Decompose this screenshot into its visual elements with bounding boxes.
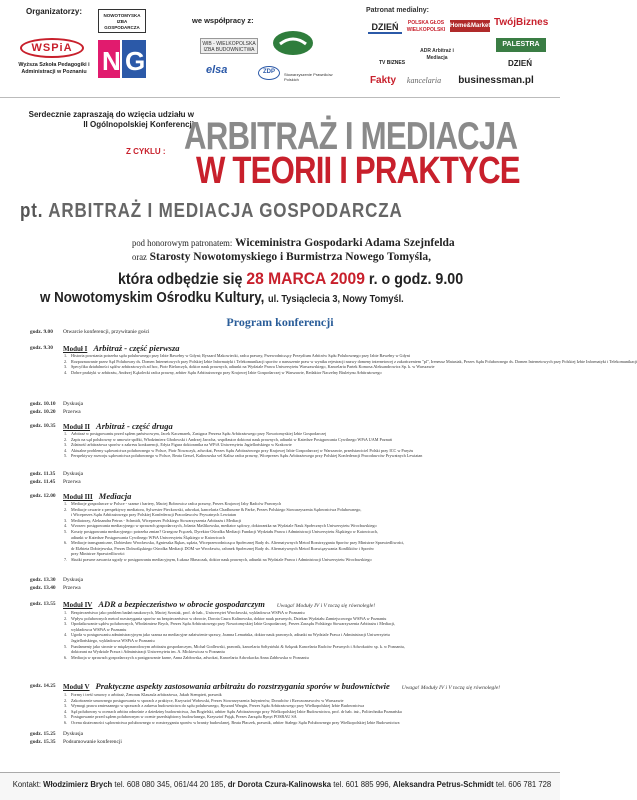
adr-logo: ADR Arbitraż i Mediacja (420, 48, 454, 61)
session-item: 1. Formy i treść umowy o arbitraż, Zenonas Klauzula arbitrażowa, Jakub Stempień, prawnik (64, 692, 222, 697)
event-time: r. o godz. 9.00 (368, 271, 464, 288)
module-4-sessions (64, 610, 529, 660)
parallel-note: Uwaga! Moduły IV i V toczą się równolegle! (401, 685, 501, 691)
session-item: 4. Dobre praktyki w arbitrażu, Andrzej Kąkolecki radca prawny, arbiter Sądu Arbitrażowego przy Krajowej Izbie Gospodarczej w Warszawie, Redaktor Naczelny Biuletynu Arbitrażowego (64, 369, 382, 375)
session-item: 4. Aktualne problemy sądownictwa polubownego w Polsce, Piotr Nowaczyk, adwokat, Prezes Sądu Arbitrażowego przy Krajowej Izbie Gospodarczej w Warszawie, przedstawiciel Polski przy ICC w Paryżu (64, 447, 414, 453)
session-item: 6. Mediacje transgraniczne, Dobiesław Wrocławska, Agnieszka Rękas, sędzia, Wiceprzewodnicząca Społecznej Rady ds. Alternatywnych Metod Rozstrzygania Sporów przy Ministrze Sprawiedliwości, (64, 540, 405, 546)
session-item: 4. Sąd polubowny w ocenach arbitra odnośnie z dziedziny budownictwa, Jan Bogielski, arbiter Sądu Arbitrażowego przy Wielkopolskiej Izbie Budownictwa, prof. dr hab. inż., Politechnika Poznańska (64, 708, 402, 714)
session-item: Jagiellońskiego, wykładowca WSPiA w Poznaniu (71, 637, 155, 643)
contact-2-phone: tel. 601 885 996, (333, 780, 391, 789)
kancelaria-logo: kancelaria (406, 76, 442, 85)
session-item: przy Ministrze Sprawiedliwości (71, 551, 125, 557)
venue: w Nowotomyskim Ośrodku Kultury, (40, 290, 265, 306)
wspia-caption: Wyższa Szkoła Pedagogiki i Administracji w Poznaniu (18, 62, 90, 75)
module-title: Mediacja (98, 491, 132, 501)
media-patronage-label: Patronat medialny: (366, 7, 430, 14)
module-2-sessions (64, 431, 529, 459)
contact-1-name: Włodzimierz Brych (43, 780, 113, 789)
nmg-logo-box: NOWOTOMYSKA IZBA GOSPODARCZA (98, 9, 146, 33)
agenda-text: Dyskusja (63, 471, 84, 477)
session-item: 2. Rozpoznawanie przez Sąd Polubowny ds. Domen Internetowych przy Polskiej Izbie Informatyki i Telekomunikacji sporów o naruszenie praw w wyniku rejestracji nazwy domeny internetowej z zakończeniem "pl", Ireneusz Matusiak, Prezes Sądu Polubownego ds. Domen Internetowych przy Polskiej Izbie Informatyki i Telekomunikacji (64, 358, 637, 364)
spp-logo: Stowarzyszenie Prawników Polskich (284, 72, 333, 82)
agenda-time: godz. 13.40 (30, 585, 56, 591)
event-date: 28 MARCA 2009 (246, 269, 365, 288)
subtitle-text: ARBITRAŻ I MEDIACJA GOSPODARCZA (48, 200, 403, 222)
dzien-logo: DZIEŃ (368, 22, 402, 34)
program-title: Program konferencji (226, 315, 334, 329)
module-title: Arbitraż - część pierwsza (93, 343, 180, 353)
patronage-intro: pod honorowym patronatem: (132, 238, 233, 248)
session-item: 5. Perspektywy rozwoju sądownictwa polubownego w Polsce, Beata Gessel, Kalinowska vel Kalisz radca prawny, Wiceprezes Sądu Arbitrażowego przy Polskiej Konfederacji Pracodawców Prywatnych Lewiatan (64, 453, 423, 459)
tv-biznes-logo: TV BIZNES (378, 60, 406, 66)
agenda-text: Przerwa (63, 585, 81, 591)
module-label: Moduł III (63, 493, 93, 501)
agenda-text: Przerwa (63, 479, 81, 485)
cycle-label: Z CYKLU : (126, 147, 166, 156)
subtitle-prefix: pt. (20, 200, 44, 222)
session-item: 2. Mediacje czwarte z perspektywy mediatora, Sylwester Pieckowski, adwokat, kancelaria Chadbourne & Parke, Prezes Polskiego Stowarzyszenia Sądownictwa Polubownego, (64, 506, 362, 512)
module-title: ADR a bezpieczeństwo w obrocie gospodarczym (98, 599, 265, 609)
agenda-text: Dyskusja (63, 731, 84, 737)
patron-1: Wiceministra Gospodarki Adama Szejnfelda (235, 235, 455, 249)
module-3-sessions (64, 501, 529, 563)
session-item: 2. Zakończenie umownego postępowania w sporach z praktyce, Krzysztof Wołowski, Prezes Stowarzyszenia Inżynierów, Doradców i Rzeczoznawców w Warszawie (64, 697, 344, 703)
session-item: 2. Wpływ polubownych metod rozstrzygania sporów na bezpieczeństwo w obrocie, Dorota Czura Kalinowska, doktor nauk prawnych, Dziekan Wydziału Zamiejscowego WSPiA w Poznaniu (64, 615, 387, 621)
agenda-time: godz. 9.00 (30, 329, 53, 335)
contact-footer (0, 772, 560, 800)
module-label: Moduł IV (63, 601, 93, 609)
session-item: 4. Ugoda w postępowaniu administracyjnym jako szansa na mediacyjne załatwienie sprawy, Joanna Lemańska, doktor nauk prawnych, adiunkt na Wydziale Prawa i Administracji Uniwersytetu (64, 632, 390, 638)
agenda-text: Dyskusja (63, 577, 84, 583)
module-5-sessions (64, 692, 529, 726)
program-agenda (0, 329, 637, 754)
wspia-logo: WSPiA (20, 38, 84, 58)
parallel-note: Uwaga! Moduły IV i V toczą się równolegle! (276, 603, 376, 609)
contact-3-phone: tel. 606 781 728 (495, 780, 552, 789)
session-item: 1. Arbitraż w postępowaniu przed sądem państwowym, Jacek Kaczmarek, Zastępca Prezesa Sądu Arbitrażowego przy Nowotomyskiej Izbie Gospodarczej (64, 431, 327, 436)
businessman-logo: businessman.pl (458, 75, 534, 86)
session-item: 2. Zapis na sąd polubowny w umowie spółki, Włodzimierz Głodowski i Andrzej Jarocha, współautor doktorat nauk prawnych, adiunkt w Katedrze Postępowania Cywilnego WPiA UAM Poznań (64, 436, 392, 442)
conference-subtitle (20, 200, 403, 223)
dzien-logo-2: DZIEŃ (508, 59, 532, 68)
module-label: Moduł V (63, 683, 90, 691)
handshake-logo-icon (272, 30, 314, 56)
session-item: 1. Mediacje gospodarcze w Polsce - szanse i bariery, Maciej Bobrowicz radca prawny, Prezes Krajowej Izby Radców Prawnych (64, 501, 282, 506)
cooperation-label: we współpracy z: (192, 16, 254, 25)
session-item: 5. Fundamenty jako stronie w międzynarodowym arbitrażu gospodarczym, Michał Godlewski, prawnik, kancelaria Sołtysiński & Szlęzak Kancelaria Radców Prawnych i Adwokatów sp. k. w Poznaniu, (64, 643, 405, 649)
session-item: 4. Wzorzec postępowania mediacyjnego w sprawach gospodarczych, Jolanta Maślikowska, mediator sądowy, doktorantka na Wydziale Nauk Społecznych Uniwersytetu Wrocławskiego (64, 523, 377, 529)
fakty-logo: Fakty (369, 75, 397, 86)
agenda-time: godz. 13.55 (30, 601, 56, 607)
poster-header (0, 0, 560, 98)
session-item: 3. Wymogi prawa zmieszanego w sprawach z zakresu budownictwa do sądu polubownego, Ryszard Wargin, Prezes Sądu Arbitrażowego przy Wielkopolskiej Izbie Budownictwa (64, 703, 365, 709)
session-item: 5. Postępowanie przed sądem polubownym w ocenie przedsiębiorcy budowlanego, Krzysztof Pająk, Prezes Zarządu Rynyt POSBAU SA (64, 714, 297, 720)
wib-logo: WIB - WIELKOPOLSKA IZBA BUDOWNICTWA (200, 38, 258, 54)
contact-label: Kontakt: (12, 780, 42, 789)
venue-address: ul. Tysiąclecia 3, Nowy Tomyśl. (268, 294, 404, 305)
session-item: 1. Bezpieczeństwo jako problem badań naukowych, Maciej Szostak, prof. dr hab., Uniwersytet Wrocławski, wykładowca WSPiA w Poznaniu (64, 610, 305, 615)
module-title: Arbitraż - część druga (96, 421, 173, 431)
contact-2-name: dr Dorota Czura-Kalinowska (227, 780, 332, 789)
agenda-time: godz. 11.45 (30, 479, 56, 485)
session-item: 5. Koszty postępowania mediacyjnego: potrzeba zmian? Grzegorz Frączek, Dyrektor Ośrodka Mediacji Fundacji Wydziału Prawa i Administracji Uniwersytetu Śląskiego w Katowicach, (64, 528, 378, 534)
glos-logo: POLSKA GŁOS WIELKOPOLSKI (406, 20, 446, 33)
honorary-patronage (132, 236, 535, 264)
contact-3-name: Aleksandra Petrus-Schmidt (392, 780, 494, 789)
event-date-line (118, 269, 463, 289)
svg-text:G: G (125, 46, 146, 76)
patronage-and: oraz (132, 252, 147, 262)
agenda-text: Podsumowanie konferencji (63, 739, 122, 745)
agenda-text: Otwarcie konferencji, przywitanie gości (63, 329, 150, 335)
event-prefix: która odbędzie się (118, 271, 243, 288)
session-item: wykładowca WSPiA w Poznaniu (71, 626, 127, 632)
twoj-biznes-logo: TwójBiznes (494, 17, 549, 28)
session-item: 1. Historia powstania potrzeba sądu polubownego przy Izbie Bawełny w Gdyni; Ryszard Makowiecki, radca prawny, Przewodniczący Prezydium Arbitrów Sądu Polubownego przy Izbie Bawełny w Gdyni (64, 353, 411, 358)
session-item: 3. Specyfika działalności sądów arbitrażowych ad hoc, Piotr Bielarczyk, doktor nauk prawnych, adiunkt na Wydziale Prawa Uniwersytetu Warszawskiego, Kancelaria Partek Komosa Aleksandrowicz Sp. k. w Warszawie (64, 364, 435, 370)
contact-line (12, 780, 552, 789)
agenda-time: godz. 10.20 (30, 409, 56, 415)
svg-text:N: N (102, 46, 121, 76)
agenda-time: godz. 10.35 (30, 423, 56, 429)
agenda-time: godz. 13.30 (30, 577, 56, 583)
session-item: dr Elżbieta Dobiejewska, Prezes Dolnośląskiego Ośrodka Mediacji DOM we Wrocławiu, członek Społecznej Rady ds. Alternatywnych Metod Rozwiązywania Konfliktów i Sporów (71, 545, 375, 551)
patron-2: Starosty Nowotomyskiego i Burmistrza Nowego Tomyśla, (149, 249, 432, 263)
agenda-time: godz. 14.25 (30, 683, 56, 689)
title-line-2: W TEORII I PRAKTYCE (196, 150, 520, 192)
elsa-logo: elsa (206, 64, 228, 76)
session-item: 6. Ocena skuteczności sądownictwa polubownego w rozstrzyganiu sporów w branży budowlanej, Beata Płaczek, prawnik, arbiter Stałego Sądu Polubownego przy Wielkopolskiej Izbie Budownictwa (64, 719, 400, 725)
session-item: 3. Opodatkowanie sądów polubownych, Włodzimierz Brych, Prezes Sądu Arbitrażowego przy Nowotomyskiej Izbie Gospodarczej, Prezes Zarządu Polskiego Stowarzyszenia Arbitrażu i Mediacji, (64, 621, 396, 627)
agenda-time: godz. 12.00 (30, 493, 56, 499)
agenda-time: godz. 15.35 (30, 739, 56, 745)
module-1-sessions (64, 353, 637, 375)
session-item: doktorant na Wydziale Prawa i Administracji Uniwersytetu im. A. Mickiewicza w Poznaniu (71, 649, 225, 655)
module-label: Moduł I (63, 345, 88, 353)
agenda-time: godz. 15.25 (30, 731, 56, 737)
session-item: 3. Zdatność arbitrażowa sporów z zakresu konkurencji, Edyta Figura doktorantka na WPiA Uniwersytetu Jagiellońskiego w Krakowie (64, 442, 292, 448)
organizers-label: Organizatorzy: (26, 7, 83, 16)
agenda-text: Dyskusja (63, 401, 84, 407)
agenda-text: Przerwa (63, 409, 81, 415)
title-line-1: ARBITRAŻ I MEDIACJA (184, 115, 518, 158)
agenda-time: godz. 11.35 (30, 471, 56, 477)
venue-line (40, 290, 404, 306)
contact-1-phone: tel. 608 080 345, 061/44 20 185, (114, 780, 226, 789)
agenda-time: godz. 9.30 (30, 345, 53, 351)
session-item: adiunkt w Katedrze Postępowania Cywilnego WPiA Uniwersytetu Śląskiego w Katowicach (71, 534, 225, 540)
agenda-time: godz. 10.10 (30, 401, 56, 407)
session-item: 3. Mediatorzy, Aleksandra Petrus - Schmidt, Wiceprezes Polskiego Stowarzyszenia Arbitrażu i Mediacji (64, 517, 242, 523)
session-item: 7. Skutki prawne zawarcia ugody w postępowaniu mediacyjnym, Łukasz Błaszczak, doktor nauk prawnych, adiunkt na Wydziale Prawa i Administracji Uniwersytetu Wrocławskiego (64, 556, 372, 562)
nmg-logo-icon (96, 38, 148, 80)
session-item: 6. Mediacja w sprawach gospodarczych a postępowanie karne, Anna Zabłowska, adwokat, Kancelaria Adwokacka Anna Zabłowska w Poznaniu (64, 654, 309, 660)
home-market-logo: Home&Market (450, 20, 490, 32)
palestra-logo: PALESTRA (496, 38, 546, 52)
zdp-logo: ZDP (258, 66, 280, 80)
module-title: Praktyczne aspekty zastosowania arbitrażu do rozstrzygania sporów w budownictwie (95, 681, 390, 691)
invitation-text: Serdecznie zapraszają do wzięcia udziału w II Ogólnopolskiej Konferencji (28, 110, 194, 129)
module-label: Moduł II (63, 423, 91, 431)
session-item: i Wiceprezes Sądu Arbitrażowego przy Polskiej Konfederacji Pracodawców Prywatnych Lewiatan (71, 512, 236, 518)
